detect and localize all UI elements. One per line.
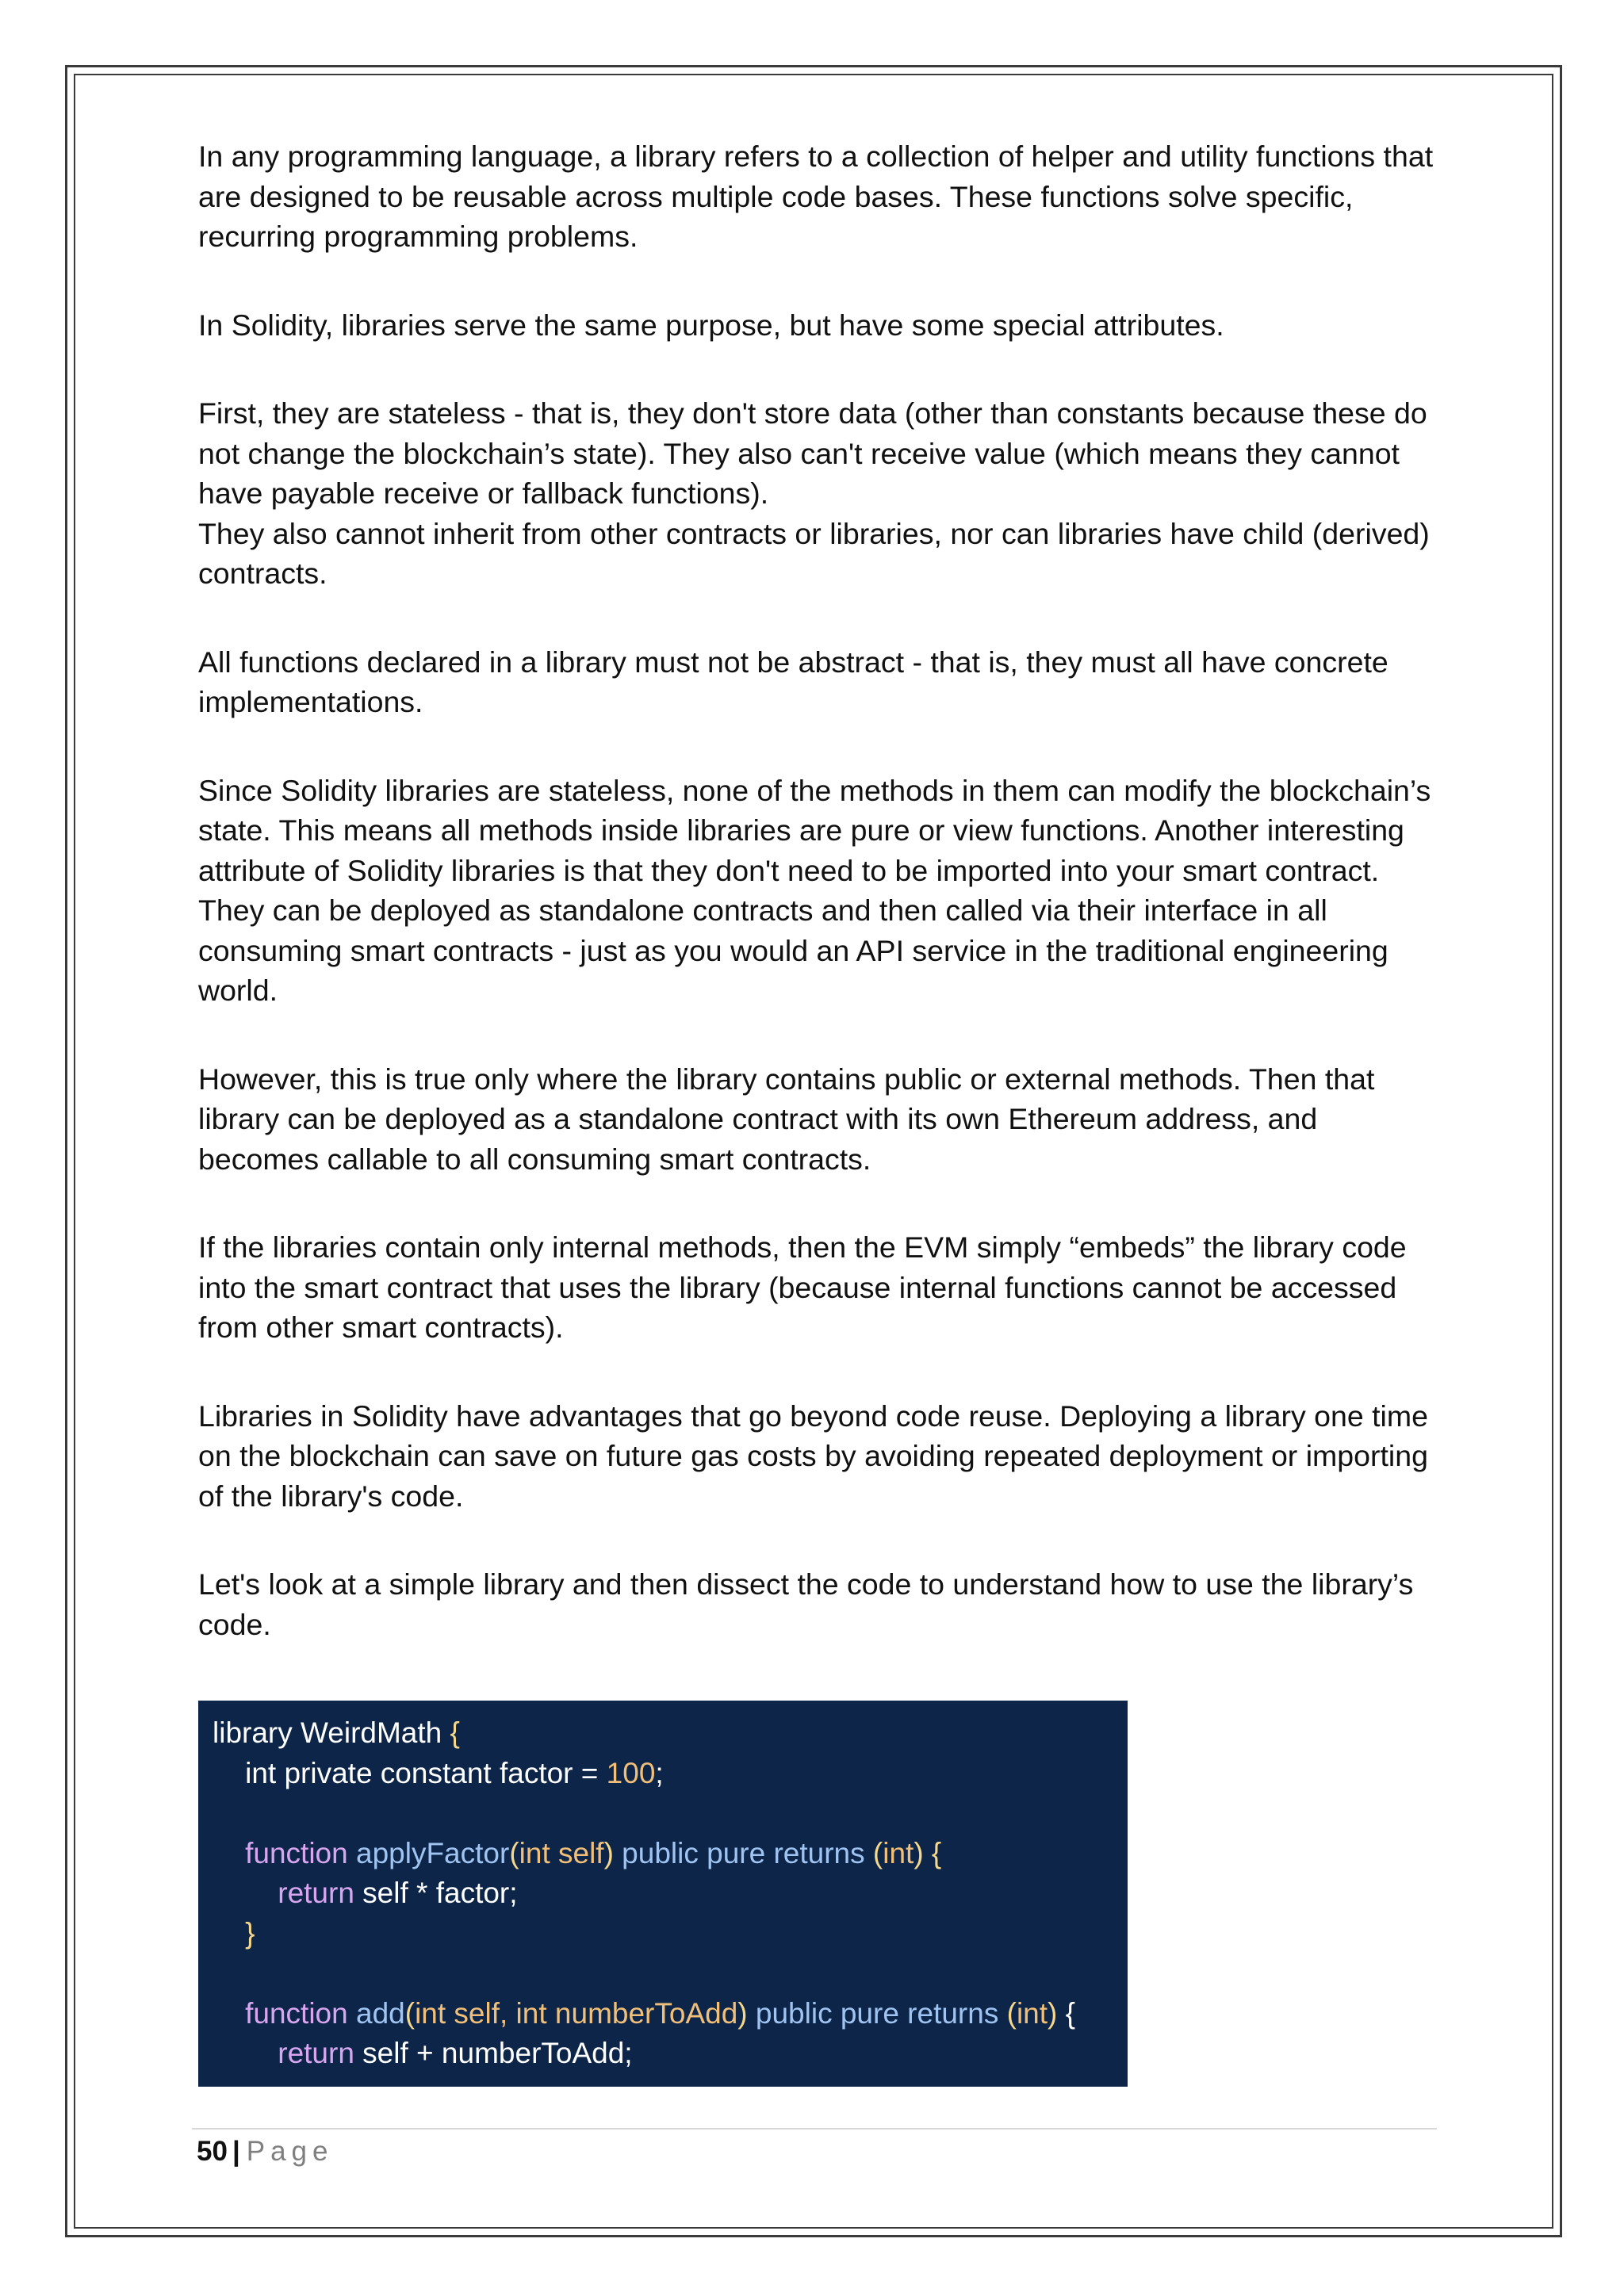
footer-divider (192, 2128, 1437, 2130)
code-line-2: int private constant factor = 100; (213, 1756, 664, 1789)
code-line-3 (213, 1793, 1128, 1834)
code-line-4: function applyFactor(int self) public pure returns (int) { (245, 1836, 942, 1869)
paragraph-internal-methods: If the libraries contain only internal methods, then the EVM simply “embeds” the library code into the smart contract that uses the library (because internal functions cannot be accessed from other smart contracts). (198, 1230, 1407, 1344)
code-block (198, 1701, 1128, 2087)
page-label: Page (246, 2136, 334, 2167)
paragraph-abstract: All functions declared in a library must not be abstract - that is, they must all have concrete implementations. (198, 645, 1388, 718)
paragraph-stateless: First, they are stateless - that is, they don't store data (other than constants because these do not change the blockchain’s state). They also can't receive value (which means they cannot have payable receive or fallback functions). (198, 396, 1427, 510)
paragraph-inheritance: They also cannot inherit from other contracts or libraries, nor can libraries have child (derived) contracts. (198, 516, 1430, 590)
page-number: 50 (197, 2136, 228, 2167)
document-body (198, 136, 1435, 1693)
page-footer (197, 2134, 333, 2169)
code-line-9: return self + numberToAdd; (278, 2037, 633, 2069)
paragraph-library-definition: In any programming language, a library refers to a collection of helper and utility functions that are designed to be reusable across multiple code bases. These functions solve specific, recurring programming problems. (198, 140, 1434, 253)
paragraph-advantages: Libraries in Solidity have advantages that go beyond code reuse. Deploying a library one time on the blockchain can save on future gas costs by avoiding repeated deployment or importing of the library's code. (198, 1399, 1428, 1513)
code-line-7 (213, 1954, 1128, 1994)
paragraph-simple-library: Let's look at a simple library and then dissect the code to understand how to use the library’s code. (198, 1567, 1414, 1641)
paragraph-solidity-libraries: In Solidity, libraries serve the same purpose, but have some special attributes. (198, 308, 1224, 342)
code-line-8: function add(int self, int numberToAdd) public pure returns (int) { (245, 1996, 1075, 2030)
paragraph-pure-view: Since Solidity libraries are stateless, none of the methods in them can modify the blockchain’s state. This means all methods inside libraries are pure or view functions. Another interesting attribute of Solidity libraries is that they don't need to be imported into your smart contract. They can be deployed as standalone contracts and then called via their interface in all consuming smart contracts - just as you would an API service in the traditional engineering world. (198, 773, 1431, 1007)
paragraph-public-external: However, this is true only where the library contains public or external methods. Then that library can be deployed as a standalone contract with its own Ethereum address, and becomes callable to all consuming smart contracts. (198, 1062, 1375, 1176)
footer-separator: | (232, 2136, 240, 2167)
code-line-1: library WeirdMath { (213, 1716, 460, 1749)
code-line-6: } (245, 1916, 255, 1950)
code-line-5: return self * factor; (278, 1877, 518, 1909)
